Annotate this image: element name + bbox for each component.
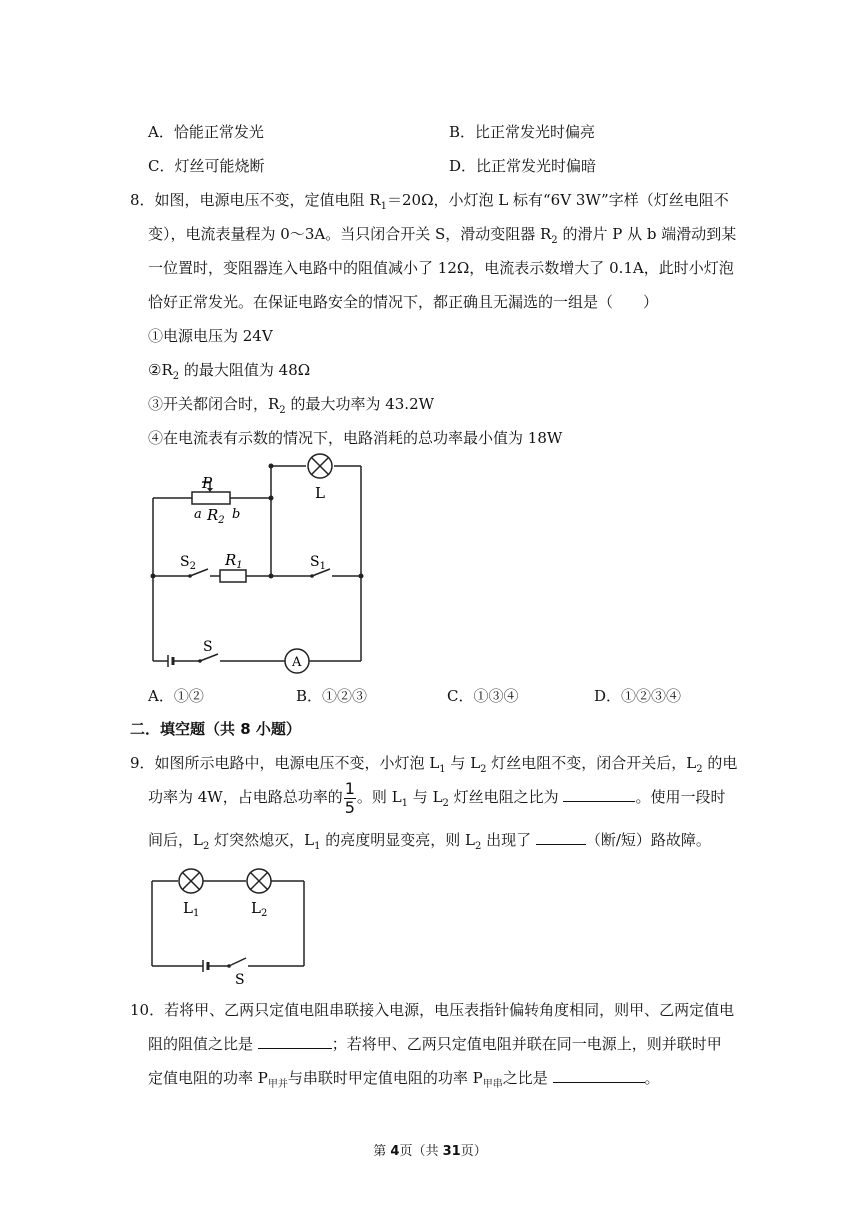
answer-blank-fault[interactable] <box>536 830 586 845</box>
q7-option-d: D．比正常发光时偏暗 <box>449 157 597 175</box>
q9-line-3: 间后，$L_2$ 灯突然熄灭，$L_1$ 的亮度明显变亮，则 $L_2$ 出现了 （断/短）路故障。 <box>148 831 711 852</box>
label-l: L <box>315 484 325 502</box>
q8-statement-3: ③开关都闭合时，$R_2$ 的最大功率为 43.2W <box>148 395 435 416</box>
label-s1: $S_1$ <box>310 554 326 572</box>
page-number: 4 <box>390 1144 400 1159</box>
q7-option-b: B．比正常发光时偏亮 <box>449 123 596 141</box>
q7-option-a: A．恰能正常发光 <box>148 123 264 141</box>
label-a: a <box>194 507 202 522</box>
label-r2: $R_2$ <box>207 506 225 526</box>
total-pages: 31 <box>442 1144 461 1159</box>
q8-line-3: 一位置时，变阻器连入电路中的阻值减小了 12Ω，电流表示数增大了 0.1A，此时小灯泡 <box>148 259 734 277</box>
answer-blank-ratio[interactable] <box>563 787 635 802</box>
label-r1: $R_1$ <box>225 551 243 571</box>
q10-line-2: 阻的阻值之比是 ；若将甲、乙两只定值电阻并联在同一电源上，则并联时甲 <box>148 1035 722 1053</box>
q8-option-d: D．①②③④ <box>594 687 682 705</box>
q8-circuit-diagram <box>140 456 380 676</box>
label-l1: $L_1$ <box>183 899 200 919</box>
page-footer: 第 4页（共 31页） <box>373 1144 487 1159</box>
q8-statement-2: $②R_2$ 的最大阻值为 48Ω <box>148 361 311 382</box>
label-s2: $S_2$ <box>180 554 196 572</box>
q10-line-3: 定值电阻的功率 $P_{甲并}$与串联时甲定值电阻的功率 $P_{甲串}$之比是 。 <box>148 1069 660 1090</box>
label-p: P <box>202 474 213 492</box>
q10-line-1: 10．若将甲、乙两只定值电阻串联接入电源，电压表指针偏转角度相同，则甲、乙两定值电 <box>130 1001 735 1019</box>
q8-option-c: C．①③④ <box>447 687 519 705</box>
label-s: S <box>235 972 245 988</box>
q8-line-1: 8．如图，电源电压不变，定值电阻 $R_1=20\Omega$，小灯泡 L 标有“6V 3W”字样（灯丝电阻不 <box>130 191 729 212</box>
q8-option-a: A．①② <box>148 687 204 705</box>
q9-circuit-diagram <box>145 866 315 988</box>
label-s: S <box>203 639 213 655</box>
section-heading: 二．填空题（共 8 小题） <box>130 720 301 738</box>
q8-statement-1: ①电源电压为 24V <box>148 327 273 345</box>
q8-option-b: B．①②③ <box>296 687 368 705</box>
ammeter-label: A <box>292 655 302 670</box>
fraction: $\frac{1}{5}$ <box>344 778 355 817</box>
label-l2: $L_2$ <box>251 899 268 919</box>
q9-line-2: 功率为 4W，占电路总功率的 $\frac{1}{5}$ 。则 $L_1$ 与 $L_2$ 灯丝电阻之比为 。使用一段时 <box>148 778 726 817</box>
q8-line-2: 变），电流表量程为 0～3A。当只闭合开关 S，滑动变阻器 $R_2$ 的滑片 P 从 b 端滑动到某 <box>148 225 737 246</box>
q8-statement-4: ④在电流表有示数的情况下，电路消耗的总功率最小值为 18W <box>148 429 563 447</box>
label-b: b <box>232 507 241 522</box>
q9-line-1: 9．如图所示电路中，电源电压不变，小灯泡 $L_1$ 与 $L_2$ 灯丝电阻不变，闭合开关后，$L_2$ 的电 <box>130 754 738 775</box>
answer-blank-power-ratio[interactable] <box>553 1068 645 1083</box>
answer-blank-resistance-ratio[interactable] <box>258 1034 332 1049</box>
q7-option-c: C．灯丝可能烧断 <box>148 157 265 175</box>
q8-line-4: 恰好正常发光。在保证电路安全的情况下，都正确且无漏选的一组是（ ） <box>148 293 659 311</box>
